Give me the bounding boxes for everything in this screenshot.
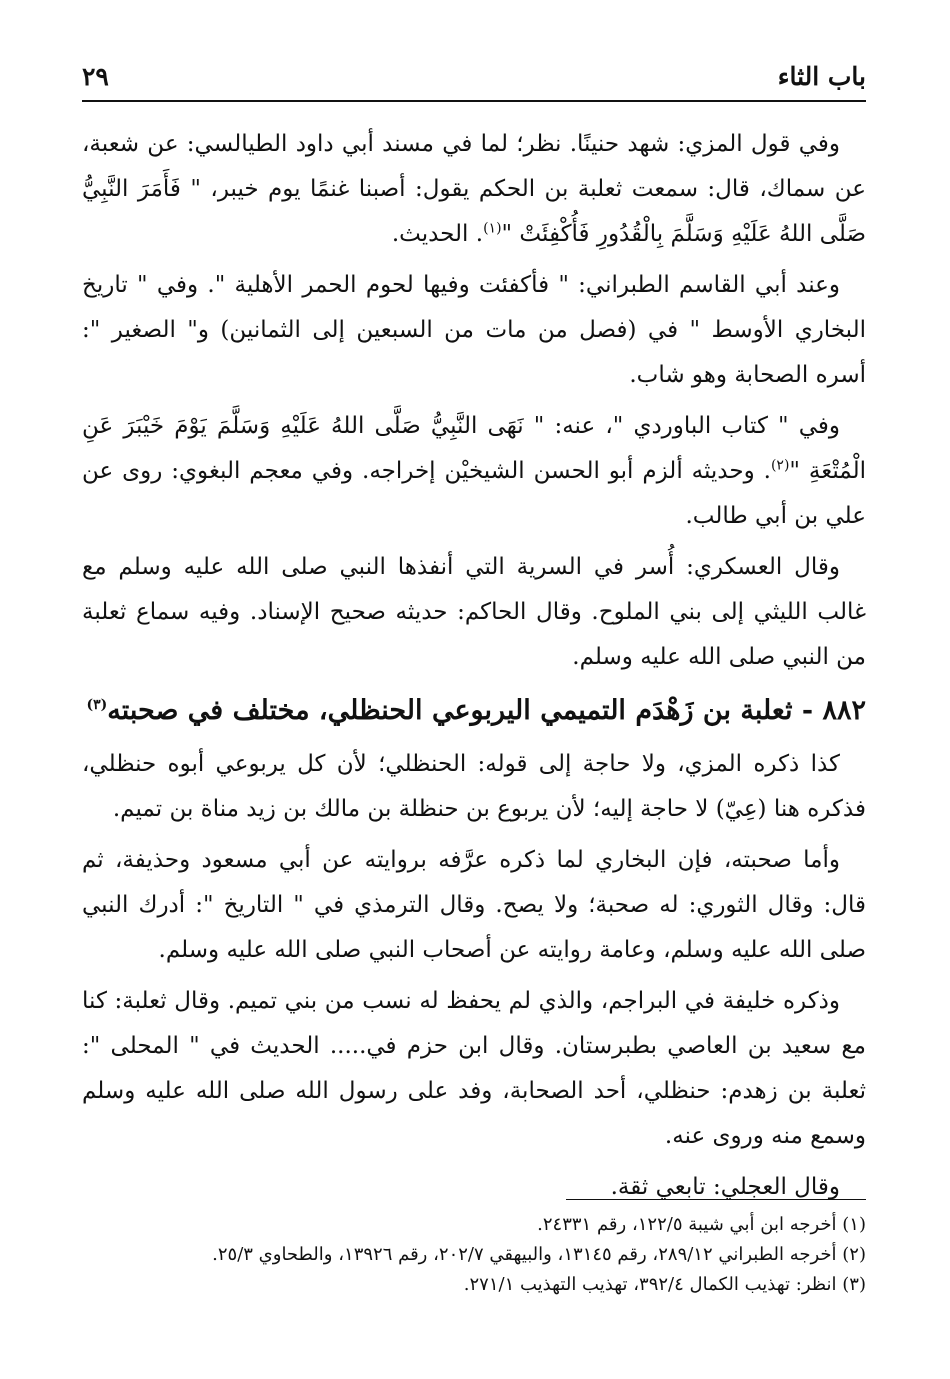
footnote-item: (١) أخرجه ابن أبي شيبة ١٢٢/٥، رقم ٢٤٣٣١. [537,1214,866,1235]
footnote-item: (٢) أخرجه الطبراني ٢٨٩/١٢، رقم ١٣١٤٥، والبيهقي ٢٠٢/٧، رقم ١٣٩٢٦، والطحاوي ٢٥/٣. [212,1244,866,1265]
main-text [82,122,866,1216]
footnote-ref: (٣) [86,697,108,713]
paragraph: وقال العسكري: أُسر في السرية التي أنفذها النبي صلى الله عليه وسلم مع غالب الليثي إلى بني الملوح. وقال الحاكم: حديثه صحيح الإسناد. وفيه سماع ثعلبة من النبي صلى الله عليه وسلم. [82,554,866,670]
paragraph: وذكره خليفة في البراجم، والذي لم يحفظ له نسب من بني تميم. وقال ثعلبة: كنا مع سعيد بن العاصي بطبرستان. وقال ابن حزم في..... الحديث في " المحلى ": ثعلبة بن زهدم: حنظلي، أحد الصحابة، وفد على رسول الله صلى الله عليه وسلم وسمع منه وروى عنه. [82,988,866,1149]
paragraph: وأما صحبته، فإن البخاري لما ذكره عرَّفه بروايته عن أبي مسعود وحذيفة، ثم قال: وقال الثوري: له صحبة؛ ولا يصح. وقال الترمذي في " التاريخ ": أدرك النبي صلى الله عليه وسلم، وعامة روايته عن أصحاب النبي صلى الله عليه وسلم. [82,847,866,963]
footnote-ref: (١) [483,220,502,237]
paragraph: وقال العجلي: تابعي ثقة. [610,1174,840,1200]
running-header [82,62,866,98]
footnotes [82,1210,866,1300]
paragraph: وفي قول المزي: شهد حنينًا. نظر؛ لما في مسند أبي داود الطيالسي: عن شعبة، عن سماك، قال: سمعت ثعلبة بن الحكم يقول: أصبنا غنمًا يوم خيبر، " فَأَمَرَ النَّبِيُّ صَلَّى اللهُ عَلَيْهِ وَسَلَّمَ بِالْقُدُورِ فَأُكْفِئَتْ "$^{(١)}$. الحديث. [82,131,866,247]
footnote-ref: (٢) [770,457,790,474]
page-number: ٢٩ [82,62,109,91]
header-divider [82,100,866,102]
paragraph: وفي " كتاب الباوردي "، عنه: " نَهَى النَّبِيُّ صَلَّى اللهُ عَلَيْهِ وَسَلَّمَ يَوْمَ خَيْبَرَ عَنِ الْمُتْعَةِ "$^{(٢)}$. وحديثه ألزم أبو الحسن الشيخيْن إخراجه. وفي معجم البغوي: روى عن علي بن أبي طالب. [82,413,866,529]
footnote-item: (٣) انظر: تهذيب الكمال ٣٩٢/٤، تهذيب التهذيب ٢٧١/١. [463,1274,866,1295]
paragraph: وعند أبي القاسم الطبراني: " فأكفئت وفيها لحوم الحمر الأهلية ". وفي " تاريخ البخاري الأوسط " في (فصل من مات من السبعين إلى الثمانين) و" الصغير ": أسره الصحابة وهو شاب. [82,272,866,388]
footnote-divider [566,1199,866,1200]
entry-heading: ٨٨٢ - ثعلبة بن زَهْدَم التميمي اليربوعي الحنظلي، مختلف في صحبته$^{(٣)}$ [86,695,866,726]
paragraph: كذا ذكره المزي، ولا حاجة إلى قوله: الحنظلي؛ لأن كل يربوعي أبوه حنظلي، فذكره هنا (عِيّ) لا حاجة إليه؛ لأن يربوع بن حنظلة بن مالك بن زيد مناة بن تميم. [82,751,866,822]
chapter-title: باب الثاء [777,62,866,91]
